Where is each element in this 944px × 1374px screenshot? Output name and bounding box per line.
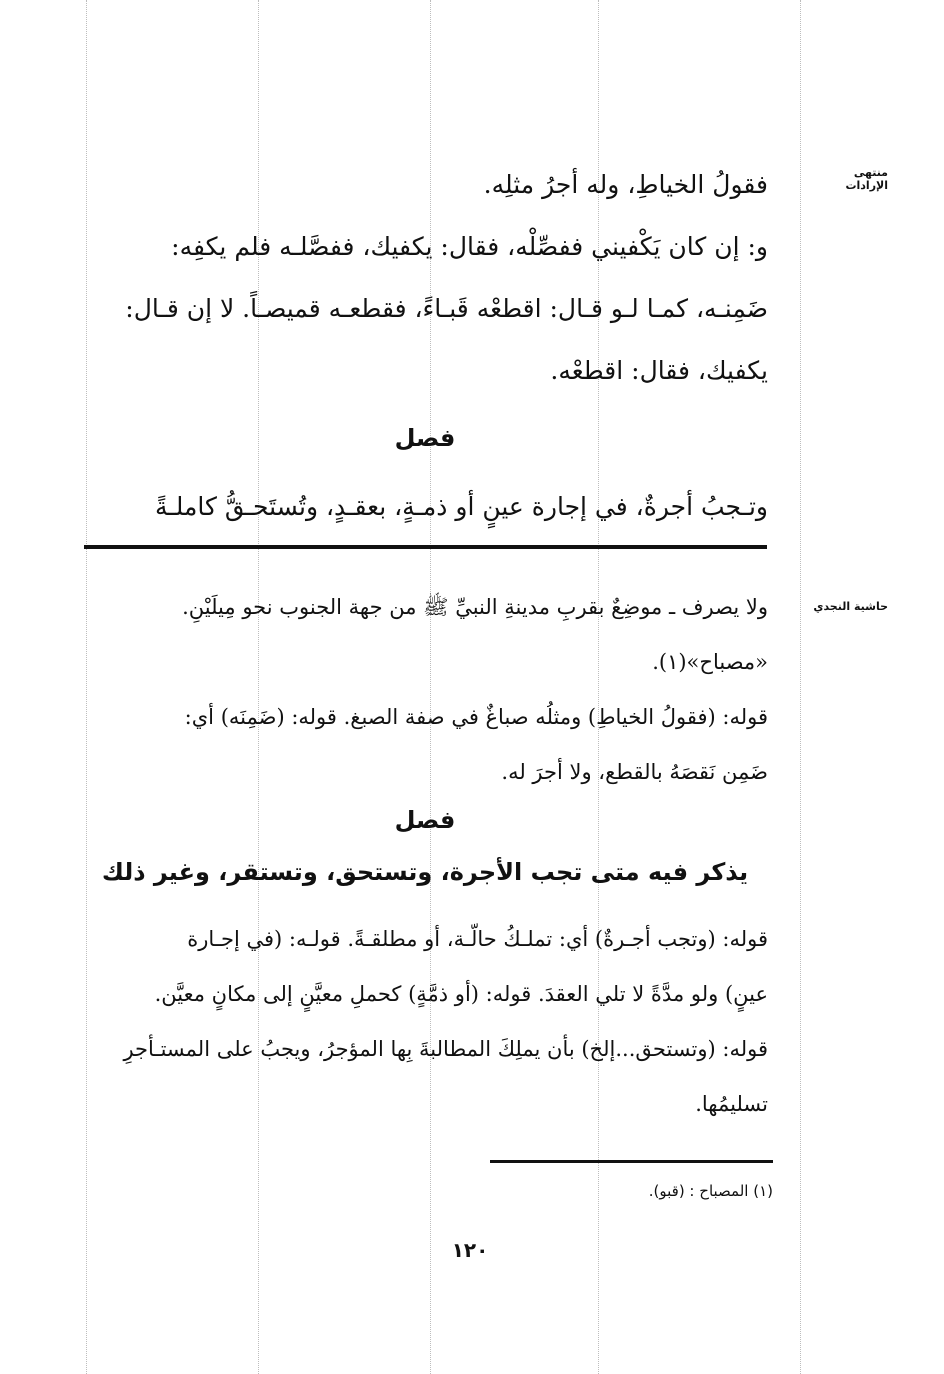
page-number: ١٢٠ [451, 1238, 489, 1262]
main-text-line: وتـجبُ أجرةٌ، في إجارة عينٍ أو ذمـةٍ، بعقـدٍ، وتُستَحـقُّ كاملـةً [154, 492, 768, 521]
margin-label-main: منتهى الإرادات [845, 166, 888, 192]
main-section-heading: فصل [394, 424, 456, 452]
commentary-line: قوله: (وتستحق...إلخ) بأن يملِكَ المطالبةَ بِها المؤجرُ، ويجبُ على المستـأجرِ [123, 1037, 768, 1061]
commentary-text [82, 580, 768, 800]
main-text-line: ضَمِنـه، كمـا لـو قـال: اقطعْه قَبـاءً، فقطعـه قميصـاً. لا إن قـال: [125, 294, 768, 323]
main-text-line: و: إن كان يَكْفيني ففصِّلْه، فقال: يكفيك، ففصَّلـه فلم يكفِه: [171, 232, 768, 261]
footnote-rule [490, 1160, 773, 1163]
commentary-section-heading: فصل [394, 806, 456, 834]
footnote: (١) المصباح : (قبو). [648, 1182, 773, 1200]
commentary-line: قوله: (فقولُ الخياطِ) ومثلُه صباغٌ في صفة الصبغ. قوله: (ضَمِنَه) أي: [184, 705, 768, 729]
commentary-section-text [82, 912, 768, 1132]
commentary-subheading: يذكر فيه متى تجب الأجرة، وتستحق، وتستقر، وغير ذلك [101, 858, 749, 886]
scan-line [800, 0, 801, 1374]
margin-label-commentary: حاشية النجدي [813, 600, 888, 613]
commentary-line: ضَمِن نَقصَهُ بالقطع، ولا أجرَ له. [501, 760, 768, 784]
main-section-text [82, 476, 768, 538]
commentary-line: قوله: (وتجب أجـرةٌ) أي: تملـكُ حالّـة، أو مطلقـةً. قولـه: (في إجـارة [187, 927, 768, 951]
main-text-line: يكفيك، فقال: اقطعْه. [550, 356, 768, 385]
main-text-line: فقولُ الخياطِ، وله أجرُ مثلِه. [483, 170, 768, 199]
separator-rule [84, 545, 767, 549]
commentary-line: تسليمُها. [695, 1092, 768, 1116]
commentary-line: «مصباح»(١). [652, 650, 768, 674]
commentary-line: ولا يصرف ـ موضِعٌ بقربِ مدينةِ النبيِّ ﷺ من جهة الجنوب نحو مِيلَيْنِ. [182, 595, 768, 619]
commentary-line: عينٍ) ولو مدَّةً لا تلي العقدَ. قوله: (أو ذمَّةٍ) كحملِ معيَّنٍ إلى مكانٍ معيَّن. [154, 982, 768, 1006]
main-text [82, 154, 768, 402]
